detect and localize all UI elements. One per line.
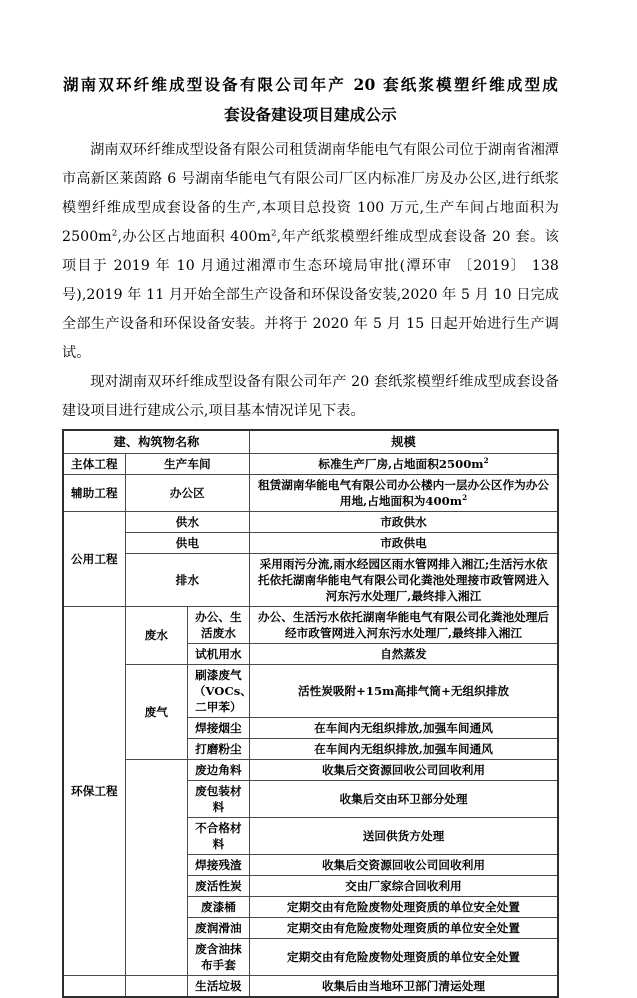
item-scale: 市政供电 bbox=[250, 533, 559, 554]
table-row bbox=[63, 760, 558, 781]
item-scale: 收集后交资源回收公司回收利用 bbox=[250, 760, 559, 781]
item-scale: 定期交由有危险废物处理资质的单位安全处置 bbox=[250, 897, 559, 918]
item-name: 废润滑油 bbox=[187, 918, 249, 939]
item-name: 试机用水 bbox=[187, 644, 249, 665]
table-row bbox=[63, 533, 558, 554]
item-scale: 收集后交由环卫部分处理 bbox=[250, 781, 559, 818]
item-name: 供电 bbox=[125, 533, 249, 554]
subcategory-spacer bbox=[125, 976, 187, 998]
paragraph-1-segment-2: ,办公区占地面积 400m bbox=[117, 229, 271, 245]
item-scale-superscript: 2 bbox=[462, 493, 468, 503]
page-title-line-1: 湖南双环纤维成型设备有限公司年产 20 套纸浆模塑纤维成型成 bbox=[63, 75, 558, 94]
category-auxiliary-works: 辅助工程 bbox=[63, 475, 125, 512]
item-name: 打磨粉尘 bbox=[187, 739, 249, 760]
body-paragraph-2: 现对湖南双环纤维成型设备有限公司年产 20 套纸浆模塑纤维成型成套设备建设项目进行建成公示,项目基本情况详见下表。 bbox=[62, 374, 559, 419]
paragraph-1-segment-3: ,年产纸浆模塑纤维成型成套设备 20 套。该项目于 2019 年 10 月通过湘潭市生态环境局审批(潭环审 〔2019〕 138 号),2019 年 11 月开始全部生产设备和环保设备安装,2020 年 5 月 10 日完成全部生产设备和环保设备安装。并将于 2020 年 5 月 15 日起开始进行生产调试。 bbox=[62, 229, 559, 361]
category-public-works: 公用工程 bbox=[63, 512, 125, 607]
table-row bbox=[63, 512, 558, 533]
item-scale: 在车间内无组织排放,加强车间通风 bbox=[250, 718, 559, 739]
item-name: 排水 bbox=[125, 554, 249, 607]
table-row bbox=[63, 607, 558, 644]
subcategory-solid-waste bbox=[125, 760, 187, 976]
item-scale-text: 标准生产厂房,占地面积2500m bbox=[318, 457, 484, 471]
document-content bbox=[62, 70, 559, 998]
item-name: 废含油抹布手套 bbox=[187, 939, 249, 976]
item-name: 废漆桶 bbox=[187, 897, 249, 918]
item-scale: 采用雨污分流,雨水经园区雨水管网排入湘江;生活污水依托依托湖南华能电气有限公司化粪池处理接市政管网进入河东污水处理厂,最终排入湘江 bbox=[250, 554, 559, 607]
table-row bbox=[63, 665, 558, 718]
subcategory-wastewater: 废水 bbox=[125, 607, 187, 665]
item-scale-superscript: 2 bbox=[483, 456, 489, 466]
paragraph-1-superscript-1: 2 bbox=[111, 228, 118, 239]
project-summary-table bbox=[62, 429, 559, 998]
item-scale: 办公、生活污水依托湖南华能电气有限公司化粪池处理后经市政管网进入河东污水处理厂,最终排入湘江 bbox=[250, 607, 559, 644]
item-scale: 收集后由当地环卫部门清运处理 bbox=[250, 976, 559, 998]
table-row bbox=[63, 976, 558, 998]
item-name: 刷漆废气（VOCs、二甲苯） bbox=[187, 665, 249, 718]
table-header-name: 建、构筑物名称 bbox=[63, 430, 250, 454]
item-scale: 活性炭吸附+15m高排气筒+无组织排放 bbox=[250, 665, 559, 718]
item-scale bbox=[250, 454, 559, 475]
item-name: 废包装材料 bbox=[187, 781, 249, 818]
table-row bbox=[63, 475, 558, 512]
category-spacer bbox=[63, 976, 125, 998]
item-name: 焊接残渣 bbox=[187, 855, 249, 876]
category-main-works: 主体工程 bbox=[63, 454, 125, 475]
paragraph-1-segment-1: 湖南双环纤维成型设备有限公司租赁湖南华能电气有限公司位于湖南省湘潭市高新区莱茵路 6 号湖南华能电气有限公司厂区内标准厂房及办公区,进行纸浆模塑纤维成型成套设备的生产,本项目总投资 100 万元,生产车间占地面积为 2500m bbox=[62, 142, 559, 245]
subcategory-waste-gas: 废气 bbox=[125, 665, 187, 760]
item-scale: 自然蒸发 bbox=[250, 644, 559, 665]
item-name: 废边角料 bbox=[187, 760, 249, 781]
body-paragraph-1 bbox=[62, 136, 559, 368]
item-name: 废活性炭 bbox=[187, 876, 249, 897]
item-scale: 交由厂家综合回收利用 bbox=[250, 876, 559, 897]
table-header-scale: 规模 bbox=[250, 430, 559, 454]
item-scale: 送回供货方处理 bbox=[250, 818, 559, 855]
paragraph-1-superscript-2: 2 bbox=[270, 228, 277, 239]
item-name: 生产车间 bbox=[125, 454, 249, 475]
item-scale: 在车间内无组织排放,加强车间通风 bbox=[250, 739, 559, 760]
item-scale-text: 租赁湖南华能电气有限公司办公楼内一层办公区作为办公用地,占地面积为400m bbox=[257, 478, 550, 508]
page-title-line-2: 套设备建设项目建成公示 bbox=[224, 105, 397, 124]
project-summary-table-wrapper bbox=[62, 429, 559, 998]
table-header-row bbox=[63, 430, 558, 454]
table-body bbox=[63, 430, 558, 997]
item-name: 办公区 bbox=[125, 475, 249, 512]
category-environmental-works: 环保工程 bbox=[63, 607, 125, 976]
item-name: 焊接烟尘 bbox=[187, 718, 249, 739]
item-name: 办公、生活废水 bbox=[187, 607, 249, 644]
item-name: 供水 bbox=[125, 512, 249, 533]
page-title bbox=[62, 70, 559, 130]
item-scale: 定期交由有危险废物处理资质的单位安全处置 bbox=[250, 939, 559, 976]
item-name: 不合格材料 bbox=[187, 818, 249, 855]
item-scale bbox=[250, 475, 559, 512]
item-scale: 收集后交资源回收公司回收利用 bbox=[250, 855, 559, 876]
table-row bbox=[63, 454, 558, 475]
item-scale: 定期交由有危险废物处理资质的单位安全处置 bbox=[250, 918, 559, 939]
item-name: 生活垃圾 bbox=[187, 976, 249, 998]
item-scale: 市政供水 bbox=[250, 512, 559, 533]
table-row bbox=[63, 554, 558, 607]
